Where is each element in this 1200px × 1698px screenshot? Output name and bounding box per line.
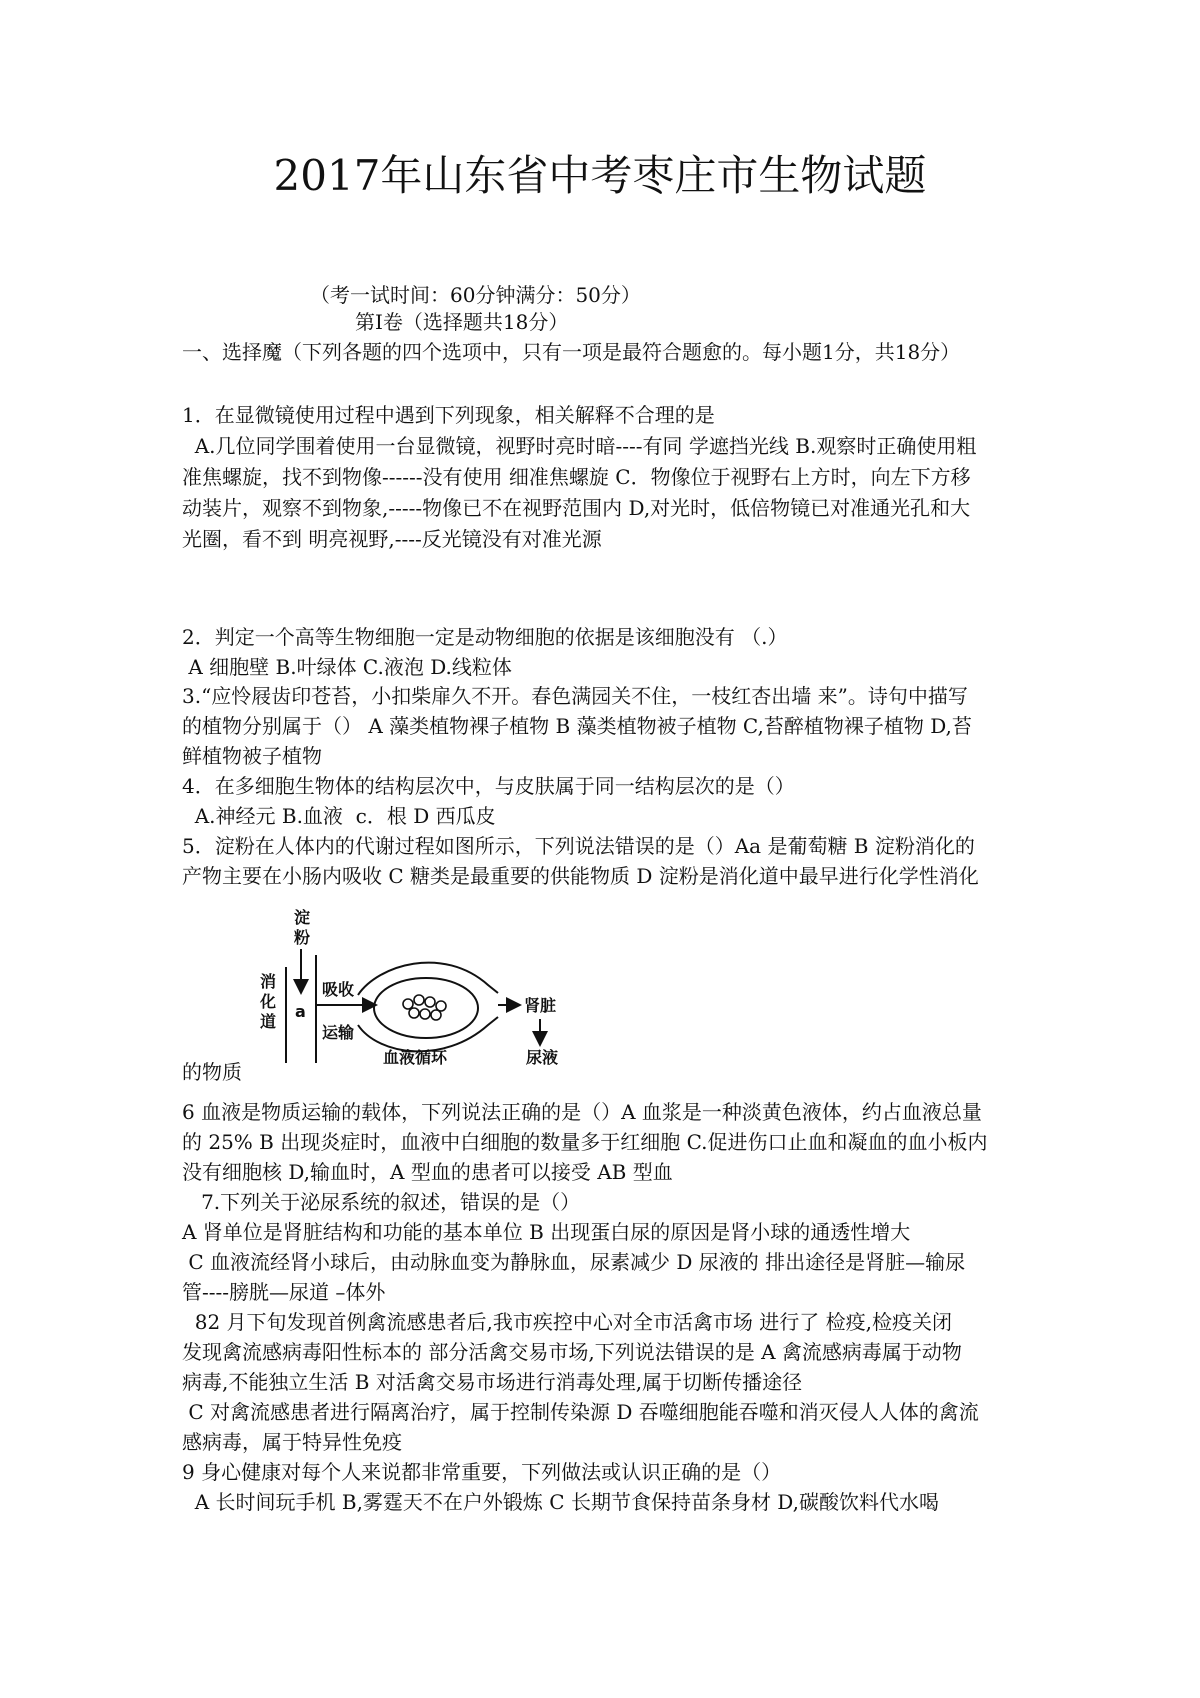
question-line: A.几位同学围着使用一台显微镜，视野时亮时暗----有同 学遮挡光线 B.观察时正确使用粗 bbox=[182, 434, 977, 458]
question-line: 3.“应怜屐齿印苍苔，小扣柴扉久不开。春色满园关不住，一枝红杏出墙 来”。诗句中描写 bbox=[182, 684, 968, 708]
diagram-label-tract-3: 道 bbox=[260, 1012, 277, 1031]
question-line: 的 25% B 出现炎症时，血液中白细胞的数量多于红细胞 C.促进伤口止血和凝血的血小板内 bbox=[182, 1130, 988, 1154]
question-line: 准焦螺旋，找不到物像------没有使用 细准焦螺旋 C．物像位于视野右上方时，向左下方移 bbox=[182, 465, 971, 489]
page-title: 2017年山东省中考枣庄市生物试题 bbox=[273, 151, 927, 200]
vessel-inner-loop bbox=[374, 978, 478, 1038]
question-line: 82 月下旬发现首例禽流感患者后,我市疾控中心对全市活禽市场 进行了 检疫,检疫关闭 bbox=[182, 1310, 952, 1334]
diagram-label-urine: 尿液 bbox=[526, 1048, 559, 1065]
question-line: 光圈，看不到 明亮视野,----反光镜没有对准光源 bbox=[182, 527, 602, 551]
question-line: C 血液流经肾小球后，由动脉血变为静脉血，尿素减少 D 尿液的 排出途径是肾脏—输尿 bbox=[182, 1250, 966, 1274]
question-line: A 长时间玩手机 B,雾霆天不在户外锻炼 C 长期节食保持苗条身材 D,碳酸饮料代水喝 bbox=[182, 1490, 939, 1514]
diagram-label-transport: 运输 bbox=[322, 1023, 355, 1042]
question-line: 9 身心健康对每个人来说都非常重要，下列做法或认识正确的是（） bbox=[182, 1460, 782, 1484]
diagram-label-absorb: 吸收 bbox=[322, 980, 355, 999]
question-line: 发现禽流感病毒阳性标本的 部分活禽交易市场,下列说法错误的是 A 禽流感病毒属于动物 bbox=[182, 1340, 962, 1364]
diagram-label-kidney: 肾脏 bbox=[524, 996, 557, 1015]
question-line: 1．在显微镜使用过程中遇到下列现象，相关解释不合理的是 bbox=[182, 403, 715, 427]
diagram-label-a: a bbox=[295, 1002, 306, 1021]
question-line: C 对禽流感患者进行隔离治疗，属于控制传染源 D 吞噬细胞能吞噬和消灭侵人人体的禽流 bbox=[182, 1400, 979, 1424]
question-line: 4．在多细胞生物体的结构层次中，与皮肤属于同一结构层次的是（） bbox=[182, 774, 795, 798]
question-line: 没有细胞核 D,输血时，A 型血的患者可以接受 AB 型血 bbox=[182, 1160, 673, 1184]
volume-heading: 第I卷（选择题共18分） bbox=[355, 310, 569, 334]
question-line: A 细胞壁 B.叶绿体 C.液泡 D.线粒体 bbox=[182, 655, 512, 679]
question-line: 产物主要在小肠内吸收 C 糖类是最重要的供能物质 D 淀粉是消化道中最早进行化学性消化 bbox=[182, 864, 979, 888]
diagram-label-starch-2: 粉 bbox=[294, 928, 311, 947]
question-line: 的植物分别属于（） A 藻类植物裸子植物 B 藻类植物被子植物 C,苔醉植物裸子植物 D,苔 bbox=[182, 714, 972, 738]
question-line: 2．判定一个高等生物细胞一定是动物细胞的依据是该细胞没有 （.） bbox=[182, 625, 788, 649]
question-line: A 肾单位是肾脏结构和功能的基本单位 B 出现蛋白尿的原因是肾小球的通透性增大 bbox=[182, 1220, 911, 1244]
section-heading: 一、选择魔（下列各题的四个选项中，只有一项是最符合题愈的。每小题1分，共18分） bbox=[182, 340, 961, 364]
question-line: 感病毒，属于特异性免疫 bbox=[182, 1430, 402, 1454]
diagram-label-tract-2: 化 bbox=[260, 992, 277, 1011]
question-line: 动装片，观察不到物象,-----物像已不在视野范围内 D,对光时，低倍物镜已对准通光孔和大 bbox=[182, 496, 971, 520]
diagram-label-circulation: 血液循环 bbox=[383, 1048, 448, 1065]
question-line: 病毒,不能独立生活 B 对活禽交易市场进行消毒处理,属于切断传播途径 bbox=[182, 1370, 803, 1394]
question-line: 5．淀粉在人体内的代谢过程如图所示，下列说法错误的是（）Aa 是葡萄糖 B 淀粉消化的 bbox=[182, 834, 975, 858]
question-line: 的物质 bbox=[182, 1060, 242, 1084]
question-line: 鲜植物被子植物 bbox=[182, 744, 322, 768]
question-line: 管----膀胱—尿道 –体外 bbox=[182, 1280, 386, 1304]
question-line: A.神经元 B.血液 c．根 D 西瓜皮 bbox=[182, 804, 496, 828]
exam-info: （考一试时间：60分钟满分：50分） bbox=[310, 283, 641, 307]
starch-metabolism-diagram bbox=[258, 905, 568, 1065]
question-line: 6 血液是物质运输的载体，下列说法正确的是（）A 血浆是一种淡黄色液体，约占血液总量 bbox=[182, 1100, 982, 1124]
diagram-label-starch-1: 淀 bbox=[294, 908, 311, 927]
question-line: 7.下列关于泌尿系统的叙述，错误的是（） bbox=[182, 1190, 581, 1214]
diagram-label-tract-1: 消 bbox=[260, 972, 277, 991]
blood-cells bbox=[403, 995, 446, 1020]
